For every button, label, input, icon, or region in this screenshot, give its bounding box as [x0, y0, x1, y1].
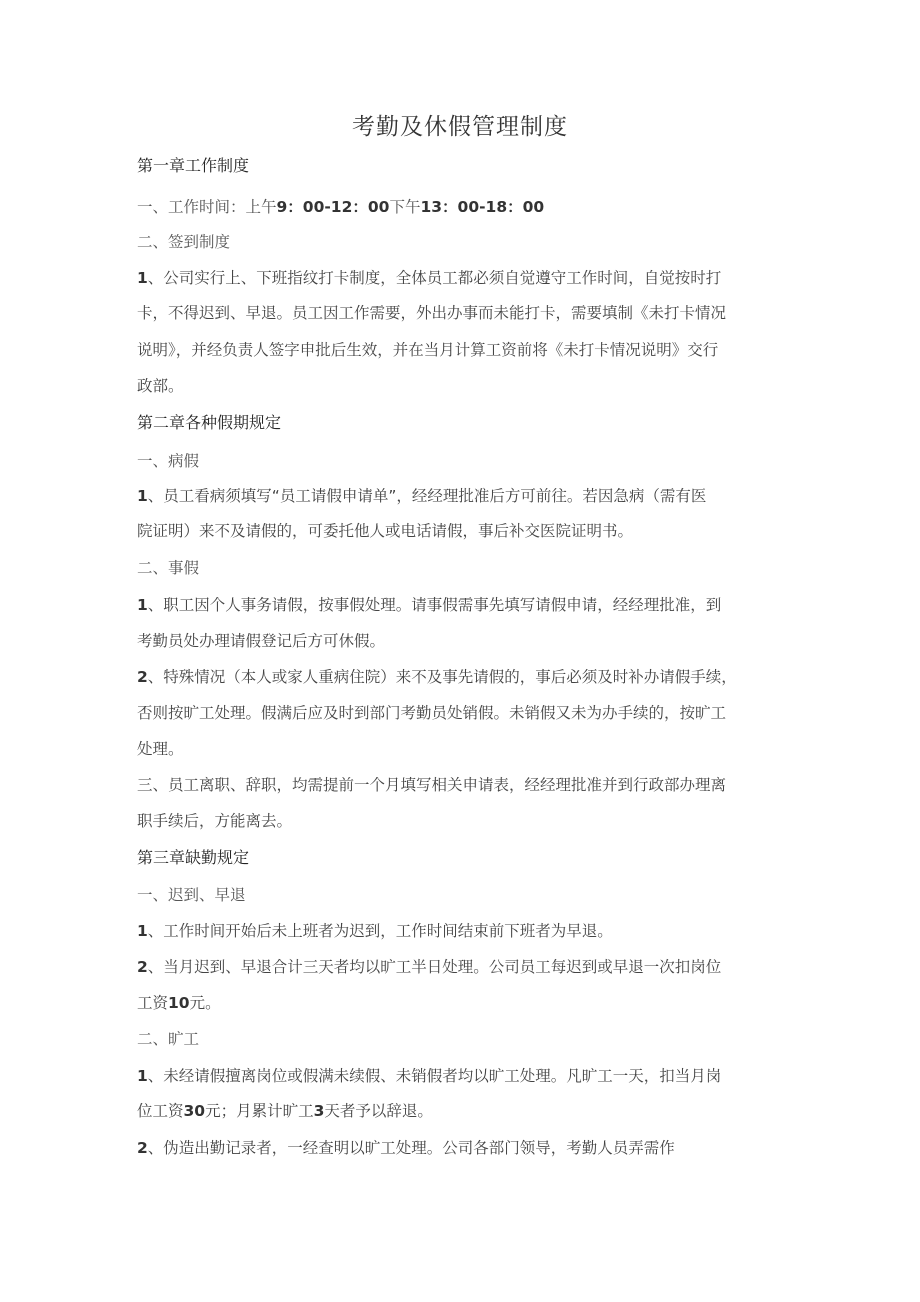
document-title: 考勤及休假管理制度 — [352, 114, 568, 140]
day-count: 3 — [313, 1102, 325, 1120]
sick-leave-para-line-2: 院证明）来不及请假的，可委托他人或电话请假，事后补交医院证明书。 — [137, 522, 634, 540]
absenteeism-para-1-line-2 — [137, 1099, 797, 1123]
para-number: 2 — [137, 1139, 148, 1157]
para-number: 1 — [137, 922, 148, 940]
para-text: 位工资 — [137, 1102, 184, 1120]
late-early-para-1-line-1 — [137, 919, 797, 943]
para-text: 、当月迟到、早退合计三天者均以旷工半日处理。公司员工每迟到或早退一次扣岗位 — [147, 958, 722, 976]
para-text: 工资 — [137, 994, 169, 1012]
sign-in-heading: 二、签到制度 — [137, 233, 231, 251]
resignation-para-line-2: 职手续后，方能离去。 — [137, 812, 293, 830]
absenteeism-para-2-line-1 — [137, 1136, 797, 1160]
sick-leave-para-line-1 — [137, 484, 797, 508]
para-number: 1 — [137, 1067, 148, 1085]
late-early-para-2-line-2 — [137, 991, 797, 1015]
work-hours-prefix: 一、工作时间：上午 — [137, 198, 277, 216]
sign-in-para-line-4: 政部。 — [137, 377, 184, 395]
para-text: 元。 — [189, 994, 221, 1012]
absenteeism-heading: 二、旷工 — [137, 1030, 200, 1048]
late-early-para-2-line-1 — [137, 955, 797, 979]
work-hours-line — [137, 195, 797, 219]
personal-leave-para-2-line-3: 处理。 — [137, 740, 184, 758]
chapter-3-heading: 第三章缺勤规定 — [137, 848, 250, 867]
absenteeism-para-1-line-1 — [137, 1064, 797, 1088]
sign-in-para-line-2: 卡，不得迟到、早退。员工因工作需要，外出办事而未能打卡，需要填制《未打卡情况 — [137, 304, 727, 322]
sign-in-para-line-1 — [137, 266, 797, 290]
chapter-1-heading: 第一章工作制度 — [137, 156, 250, 175]
para-text: 元；月累计旷工 — [205, 1102, 314, 1120]
para-text: 天者予以辞退。 — [324, 1102, 433, 1120]
sick-leave-heading: 一、病假 — [137, 452, 200, 470]
late-early-heading: 一、迟到、早退 — [137, 886, 246, 904]
personal-leave-heading: 二、事假 — [137, 559, 200, 577]
work-hours-pm: 13：00-18：00 — [420, 198, 545, 216]
para-number: 1 — [137, 269, 148, 287]
para-text: 、特殊情况（本人或家人重病住院）来不及事先请假的，事后必须及时补办请假手续， — [147, 668, 737, 686]
work-hours-mid: 下午 — [389, 198, 421, 216]
para-number: 1 — [137, 487, 148, 505]
personal-leave-para-1-line-1 — [137, 593, 797, 617]
personal-leave-para-2-line-1 — [137, 665, 797, 689]
para-text: 、工作时间开始后未上班者为迟到，工作时间结束前下班者为早退。 — [147, 922, 613, 940]
chapter-2-heading: 第二章各种假期规定 — [137, 413, 282, 432]
resignation-para-line-1: 三、员工离职、辞职，均需提前一个月填写相关申请表，经经理批准并到行政部办理离 — [137, 776, 727, 794]
para-text: 、公司实行上、下班指纹打卡制度，全体员工都必须自觉遵守工作时间，自觉按时打 — [147, 269, 722, 287]
work-hours-am: 9：00-12：00 — [276, 198, 390, 216]
fine-amount: 30 — [183, 1102, 206, 1120]
para-text: 、员工看病须填写“员工请假申请单”，经经理批准后方可前往。若因急病（需有医 — [147, 487, 707, 505]
fine-amount: 10 — [168, 994, 190, 1012]
para-text: 、职工因个人事务请假，按事假处理。请事假需事先填写请假申请，经经理批准，到 — [147, 596, 722, 614]
para-number: 1 — [137, 596, 148, 614]
para-text: 、未经请假擅离岗位或假满未续假、未销假者均以旷工处理。凡旷工一天，扣当月岗 — [147, 1067, 722, 1085]
para-number: 2 — [137, 958, 148, 976]
personal-leave-para-1-line-2: 考勤员处办理请假登记后方可休假。 — [137, 632, 386, 650]
personal-leave-para-2-line-2: 否则按旷工处理。假满后应及时到部门考勤员处销假。未销假又未为办手续的，按旷工 — [137, 704, 727, 722]
sign-in-para-line-3: 说明》，并经负责人签字申批后生效，并在当月计算工资前将《未打卡情况说明》交行 — [137, 341, 719, 359]
para-number: 2 — [137, 668, 148, 686]
para-text: 、伪造出勤记录者，一经查明以旷工处理。公司各部门领导，考勤人员弄需作 — [147, 1139, 675, 1157]
